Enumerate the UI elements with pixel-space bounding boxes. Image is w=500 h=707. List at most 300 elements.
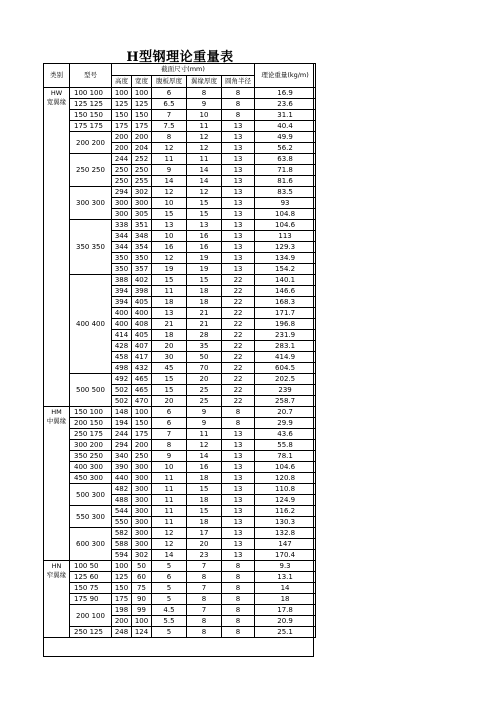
data-cell: 13	[222, 143, 255, 154]
data-cell: 13	[222, 242, 255, 253]
model-cell: 300 200	[70, 440, 112, 451]
data-cell: 12	[152, 528, 187, 539]
data-cell: 22	[222, 297, 255, 308]
table-row	[44, 451, 316, 462]
data-cell: 15	[152, 209, 187, 220]
data-cell: 23	[187, 550, 222, 561]
data-cell: 13	[222, 264, 255, 275]
data-cell: 18	[187, 286, 222, 297]
data-cell: 20	[152, 396, 187, 407]
category-cell	[44, 88, 70, 407]
data-cell: 4.5	[152, 605, 187, 616]
data-cell: 482	[112, 484, 132, 495]
data-cell: 255	[132, 176, 152, 187]
data-cell: 83.5	[255, 187, 316, 198]
data-cell: 93	[255, 198, 316, 209]
data-cell: 394	[112, 297, 132, 308]
table-row	[44, 440, 316, 451]
data-cell: 250	[132, 451, 152, 462]
model-cell: 100 50	[70, 561, 112, 572]
data-cell: 13	[222, 121, 255, 132]
data-cell: 110.8	[255, 484, 316, 495]
data-cell: 104.6	[255, 220, 316, 231]
data-cell: 302	[132, 187, 152, 198]
data-cell: 544	[112, 506, 132, 517]
data-cell: 140.1	[255, 275, 316, 286]
data-cell: 116.2	[255, 506, 316, 517]
data-cell: 11	[187, 154, 222, 165]
data-cell: 15	[152, 275, 187, 286]
data-cell: 414.9	[255, 352, 316, 363]
data-cell: 5	[152, 583, 187, 594]
model-cell: 200 100	[70, 605, 112, 627]
data-cell: 5	[152, 561, 187, 572]
data-cell: 45	[152, 363, 187, 374]
model-cell: 100 100	[70, 88, 112, 99]
data-cell: 113	[255, 231, 316, 242]
table-row	[44, 121, 316, 132]
data-cell: 50	[132, 561, 152, 572]
data-cell: 465	[132, 374, 152, 385]
data-cell: 148	[112, 407, 132, 418]
data-cell: 29.9	[255, 418, 316, 429]
data-cell: 502	[112, 396, 132, 407]
table-row	[44, 187, 316, 198]
data-cell: 100	[132, 407, 152, 418]
data-cell: 170.4	[255, 550, 316, 561]
data-cell: 20	[152, 341, 187, 352]
data-cell: 294	[112, 440, 132, 451]
data-cell: 13	[222, 539, 255, 550]
data-cell: 125	[132, 99, 152, 110]
data-cell: 408	[132, 319, 152, 330]
data-cell: 18	[187, 297, 222, 308]
data-cell: 258.7	[255, 396, 316, 407]
table-row	[44, 594, 316, 605]
data-cell: 7	[187, 605, 222, 616]
data-cell: 8	[222, 561, 255, 572]
data-cell: 400	[112, 319, 132, 330]
data-cell: 6	[152, 88, 187, 99]
header-model: 型号	[70, 64, 112, 88]
data-cell: 12	[152, 143, 187, 154]
data-cell: 175	[132, 429, 152, 440]
data-cell: 5	[152, 627, 187, 638]
data-cell: 492	[112, 374, 132, 385]
model-cell: 175 90	[70, 594, 112, 605]
data-cell: 407	[132, 341, 152, 352]
data-cell: 9	[152, 165, 187, 176]
data-cell: 8	[187, 616, 222, 627]
data-cell: 6.5	[152, 99, 187, 110]
model-cell: 350 350	[70, 220, 112, 275]
data-cell: 13	[222, 165, 255, 176]
data-cell: 75	[132, 583, 152, 594]
data-cell: 20	[187, 539, 222, 550]
table-row	[44, 429, 316, 440]
data-cell: 18	[187, 495, 222, 506]
table-row	[44, 407, 316, 418]
data-cell: 8	[222, 627, 255, 638]
data-cell: 70	[187, 363, 222, 374]
category-label: HN	[51, 562, 62, 570]
header-width: 宽度	[132, 76, 152, 88]
data-cell: 23.6	[255, 99, 316, 110]
data-cell: 194	[112, 418, 132, 429]
table-row	[44, 99, 316, 110]
data-cell: 22	[222, 352, 255, 363]
data-cell: 550	[112, 517, 132, 528]
data-cell: 15	[187, 506, 222, 517]
data-cell: 18	[152, 330, 187, 341]
data-cell: 400	[112, 308, 132, 319]
data-cell: 13	[222, 550, 255, 561]
header-web: 腹板厚度	[152, 76, 187, 88]
data-cell: 120.8	[255, 473, 316, 484]
data-cell: 244	[112, 154, 132, 165]
data-cell: 305	[132, 209, 152, 220]
data-cell: 11	[152, 154, 187, 165]
data-cell: 22	[222, 396, 255, 407]
model-cell: 600 300	[70, 528, 112, 561]
data-cell: 16	[187, 462, 222, 473]
data-cell: 49.9	[255, 132, 316, 143]
data-cell: 8	[152, 440, 187, 451]
data-cell: 300	[132, 198, 152, 209]
model-cell: 500 500	[70, 374, 112, 407]
data-cell: 13	[222, 231, 255, 242]
table-row	[44, 110, 316, 121]
data-cell: 231.9	[255, 330, 316, 341]
data-cell: 252	[132, 154, 152, 165]
table-row	[44, 506, 316, 517]
header-height: 高度	[112, 76, 132, 88]
data-cell: 8	[222, 572, 255, 583]
table-row	[44, 561, 316, 572]
data-cell: 150	[132, 418, 152, 429]
data-cell: 432	[132, 363, 152, 374]
data-cell: 13	[152, 308, 187, 319]
category-label: 中翼缘	[46, 417, 67, 425]
data-cell: 8	[222, 594, 255, 605]
model-cell: 125 125	[70, 99, 112, 110]
data-cell: 15	[187, 198, 222, 209]
data-cell: 18	[187, 517, 222, 528]
table-row	[44, 484, 316, 495]
header-row-1	[44, 64, 316, 76]
table-row	[44, 374, 316, 385]
data-cell: 30	[152, 352, 187, 363]
data-cell: 300	[132, 506, 152, 517]
data-cell: 8	[222, 418, 255, 429]
table-row	[44, 627, 316, 638]
data-cell: 175	[132, 121, 152, 132]
data-cell: 340	[112, 451, 132, 462]
data-cell: 7	[152, 110, 187, 121]
data-cell: 9	[187, 418, 222, 429]
data-cell: 344	[112, 231, 132, 242]
data-cell: 440	[112, 473, 132, 484]
data-cell: 22	[222, 275, 255, 286]
data-cell: 428	[112, 341, 132, 352]
category-cell	[44, 407, 70, 561]
model-cell: 300 300	[70, 187, 112, 220]
data-cell: 13	[222, 517, 255, 528]
data-cell: 13	[222, 462, 255, 473]
data-cell: 300	[132, 473, 152, 484]
data-cell: 498	[112, 363, 132, 374]
data-cell: 202.5	[255, 374, 316, 385]
data-cell: 338	[112, 220, 132, 231]
data-cell: 15	[152, 374, 187, 385]
data-cell: 9	[187, 407, 222, 418]
data-cell: 350	[132, 253, 152, 264]
data-cell: 204	[132, 143, 152, 154]
data-cell: 14	[255, 583, 316, 594]
data-cell: 78.1	[255, 451, 316, 462]
data-cell: 18	[152, 297, 187, 308]
data-cell: 300	[132, 484, 152, 495]
data-cell: 13	[222, 154, 255, 165]
data-cell: 14	[187, 176, 222, 187]
data-cell: 55.8	[255, 440, 316, 451]
table-row	[44, 528, 316, 539]
data-cell: 5	[152, 594, 187, 605]
data-cell: 21	[187, 319, 222, 330]
data-cell: 12	[187, 440, 222, 451]
data-cell: 8	[222, 407, 255, 418]
data-cell: 8	[187, 572, 222, 583]
data-cell: 7	[187, 561, 222, 572]
data-cell: 56.2	[255, 143, 316, 154]
data-cell: 15	[187, 209, 222, 220]
data-cell: 125	[112, 572, 132, 583]
data-cell: 100	[132, 88, 152, 99]
data-cell: 244	[112, 429, 132, 440]
data-cell: 12	[187, 187, 222, 198]
data-cell: 175	[112, 121, 132, 132]
data-cell: 588	[112, 539, 132, 550]
data-cell: 200	[112, 132, 132, 143]
data-cell: 344	[112, 242, 132, 253]
data-cell: 16	[187, 242, 222, 253]
data-cell: 196.8	[255, 319, 316, 330]
data-cell: 294	[112, 187, 132, 198]
model-cell: 150 150	[70, 110, 112, 121]
table-row	[44, 418, 316, 429]
data-cell: 16.9	[255, 88, 316, 99]
data-cell: 488	[112, 495, 132, 506]
model-cell: 450 300	[70, 473, 112, 484]
data-cell: 10	[152, 231, 187, 242]
model-cell: 250 175	[70, 429, 112, 440]
data-cell: 134.9	[255, 253, 316, 264]
data-cell: 154.2	[255, 264, 316, 275]
data-cell: 22	[222, 308, 255, 319]
data-cell: 458	[112, 352, 132, 363]
data-cell: 20	[187, 374, 222, 385]
data-cell: 300	[132, 528, 152, 539]
data-cell: 100	[112, 88, 132, 99]
data-cell: 18	[187, 473, 222, 484]
category-cell	[44, 561, 70, 638]
data-cell: 60	[132, 572, 152, 583]
model-cell: 150 75	[70, 583, 112, 594]
data-cell: 405	[132, 330, 152, 341]
data-cell: 19	[152, 264, 187, 275]
data-cell: 13	[222, 528, 255, 539]
data-cell: 348	[132, 231, 152, 242]
data-cell: 198	[112, 605, 132, 616]
data-cell: 8	[222, 583, 255, 594]
data-cell: 8	[222, 605, 255, 616]
data-cell: 43.6	[255, 429, 316, 440]
data-cell: 8	[222, 88, 255, 99]
data-cell: 13	[222, 198, 255, 209]
data-cell: 11	[187, 429, 222, 440]
data-cell: 9	[152, 451, 187, 462]
data-cell: 100	[132, 616, 152, 627]
category-label: HW	[50, 89, 63, 97]
data-cell: 14	[187, 451, 222, 462]
data-cell: 25.1	[255, 627, 316, 638]
data-cell: 12	[152, 539, 187, 550]
data-cell: 13	[222, 506, 255, 517]
data-cell: 354	[132, 242, 152, 253]
data-cell: 12	[187, 143, 222, 154]
data-cell: 200	[112, 616, 132, 627]
data-cell: 168.3	[255, 297, 316, 308]
data-cell: 13	[222, 176, 255, 187]
data-cell: 417	[132, 352, 152, 363]
data-cell: 8	[222, 110, 255, 121]
data-cell: 104.6	[255, 462, 316, 473]
data-cell: 8	[187, 594, 222, 605]
table-row	[44, 462, 316, 473]
data-cell: 402	[132, 275, 152, 286]
data-cell: 398	[132, 286, 152, 297]
header-flange: 翼缘厚度	[187, 76, 222, 88]
data-cell: 12	[152, 187, 187, 198]
data-cell: 200	[112, 143, 132, 154]
data-cell: 200	[132, 440, 152, 451]
data-cell: 22	[222, 330, 255, 341]
table-row	[44, 220, 316, 231]
category-label: 窄翼缘	[46, 571, 67, 579]
data-cell: 13	[222, 429, 255, 440]
data-cell: 14	[187, 165, 222, 176]
data-cell: 11	[152, 495, 187, 506]
data-cell: 13	[222, 220, 255, 231]
data-cell: 13	[222, 484, 255, 495]
data-cell: 250	[132, 165, 152, 176]
data-cell: 394	[112, 286, 132, 297]
data-cell: 300	[132, 539, 152, 550]
data-cell: 582	[112, 528, 132, 539]
data-cell: 132.8	[255, 528, 316, 539]
data-cell: 11	[152, 286, 187, 297]
weight-table-container	[43, 63, 316, 657]
table-row	[44, 132, 316, 143]
data-cell: 31.1	[255, 110, 316, 121]
header-category: 类别	[44, 64, 70, 88]
data-cell: 19	[187, 264, 222, 275]
data-cell: 21	[152, 319, 187, 330]
table-row	[44, 154, 316, 165]
data-cell: 9	[187, 99, 222, 110]
data-cell: 390	[112, 462, 132, 473]
data-cell: 8	[222, 99, 255, 110]
data-cell: 8	[187, 627, 222, 638]
data-cell: 63.8	[255, 154, 316, 165]
model-cell: 150 100	[70, 407, 112, 418]
table-row	[44, 583, 316, 594]
data-cell: 10	[152, 198, 187, 209]
table-row	[44, 605, 316, 616]
data-cell: 14	[152, 176, 187, 187]
data-cell: 6	[152, 418, 187, 429]
data-cell: 7.5	[152, 121, 187, 132]
data-cell: 124.9	[255, 495, 316, 506]
data-cell: 250	[112, 165, 132, 176]
header-weight: 理论重量(kg/m)	[255, 64, 316, 88]
model-cell: 350 250	[70, 451, 112, 462]
data-cell: 71.8	[255, 165, 316, 176]
data-cell: 15	[187, 275, 222, 286]
data-cell: 250	[112, 176, 132, 187]
data-cell: 14	[152, 550, 187, 561]
data-cell: 13.1	[255, 572, 316, 583]
data-cell: 124	[132, 627, 152, 638]
data-cell: 239	[255, 385, 316, 396]
data-cell: 11	[187, 121, 222, 132]
data-cell: 22	[222, 319, 255, 330]
data-cell: 405	[132, 297, 152, 308]
data-cell: 8	[222, 616, 255, 627]
data-cell: 18	[255, 594, 316, 605]
data-cell: 248	[112, 627, 132, 638]
data-cell: 604.5	[255, 363, 316, 374]
data-cell: 13	[222, 451, 255, 462]
data-cell: 25	[187, 396, 222, 407]
data-cell: 90	[132, 594, 152, 605]
data-cell: 7	[152, 429, 187, 440]
table-row	[44, 473, 316, 484]
data-cell: 300	[132, 495, 152, 506]
data-cell: 8	[152, 132, 187, 143]
table-row	[44, 88, 316, 99]
data-cell: 175	[112, 594, 132, 605]
data-cell: 22	[222, 363, 255, 374]
model-cell: 200 150	[70, 418, 112, 429]
data-cell: 104.8	[255, 209, 316, 220]
data-cell: 125	[112, 99, 132, 110]
model-cell: 250 125	[70, 627, 112, 638]
data-cell: 35	[187, 341, 222, 352]
data-cell: 150	[132, 110, 152, 121]
data-cell: 22	[222, 385, 255, 396]
data-cell: 150	[112, 583, 132, 594]
table-row	[44, 275, 316, 286]
data-cell: 300	[112, 209, 132, 220]
data-cell: 40.4	[255, 121, 316, 132]
data-cell: 146.6	[255, 286, 316, 297]
data-cell: 15	[187, 484, 222, 495]
model-cell: 550 300	[70, 506, 112, 528]
data-cell: 13	[222, 495, 255, 506]
data-cell: 19	[187, 253, 222, 264]
data-cell: 6	[152, 407, 187, 418]
